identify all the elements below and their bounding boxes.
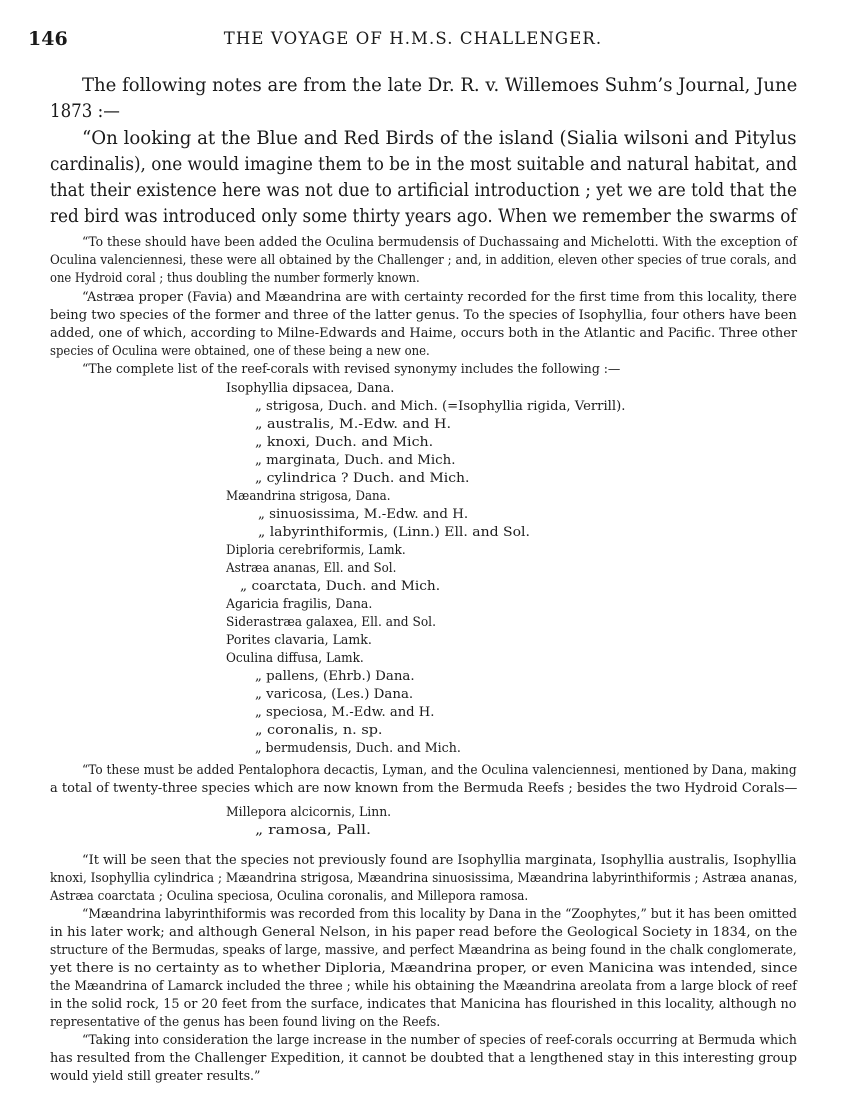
text-line: species of Oculina were obtained, one of these being a new one. (50, 343, 430, 358)
text-line: “Astræa proper (Favia) and Mæandrina are with certainty recorded for the first time from this locality, there (82, 289, 797, 304)
text-line: „ bermudensis, Duch. and Mich. (255, 740, 461, 755)
text-line: „ marginata, Duch. and Mich. (255, 452, 456, 467)
text-line: „ knoxi, Duch. and Mich. (255, 434, 434, 449)
text-line: knoxi, Isophyllia cylindrica ; Mæandrina strigosa, Mæandrina sinuosissima, Mæandrina labyrinthiformis ; Astræa ananas, (50, 870, 798, 885)
text-line: 1873 :— (50, 100, 120, 122)
text-line: “On looking at the Blue and Red Birds of the island (Sialia wilsoni and Pitylus (82, 127, 797, 149)
text-line: Agaricia fragilis, Dana. (226, 596, 373, 611)
text-line: “Mæandrina labyrinthiformis was recorded from this locality by Dana in the “Zoophytes,” but it has been omitted (82, 906, 797, 921)
text-line: „ speciosa, M.-Edw. and H. (255, 704, 435, 719)
text-line: structure of the Bermudas, speaks of large, massive, and perfect Mæandrina as being found in the chalk conglomerate, (50, 942, 797, 957)
text-line: Porites clavaria, Lamk. (226, 632, 372, 647)
text-line: „ labyrinthiformis, (Linn.) Ell. and Sol. (258, 524, 530, 539)
text-line: „ sinuosissima, M.-Edw. and H. (258, 506, 469, 521)
text-line: Siderastræa galaxea, Ell. and Sol. (226, 614, 436, 629)
text-line: the Mæandrina of Lamarck included the three ; while his obtaining the Mæandrina areolata from a large block of reef (50, 978, 797, 993)
text-line: „ pallens, (Ehrb.) Dana. (255, 668, 415, 683)
text-line: Oculina valenciennesi, these were all obtained by the Challenger ; and, in addition, eleven other species of true corals, and (50, 252, 797, 267)
text-line: in the solid rock, 15 or 20 feet from the surface, indicates that Manicina has flourished in this locality, although no (50, 996, 797, 1011)
text-line: „ australis, M.-Edw. and H. (255, 416, 452, 431)
text-line: „ varicosa, (Les.) Dana. (255, 686, 414, 701)
text-line: in his later work; and although General Nelson, in his paper read before the Geological Society in 1834, on the (50, 924, 798, 939)
running-title: THE VOYAGE OF H.M.S. CHALLENGER. (223, 29, 603, 48)
text-line: „ coronalis, n. sp. (255, 722, 383, 737)
text-line: Diploria cerebriformis, Lamk. (226, 542, 406, 557)
text-line: „ coarctata, Duch. and Mich. (240, 578, 441, 593)
text-line: “It will be seen that the species not previously found are Isophyllia marginata, Isophyllia australis, Isophyllia (82, 852, 797, 867)
text-line: Millepora alcicornis, Linn. (226, 804, 392, 819)
text-line: Oculina diffusa, Lamk. (226, 650, 364, 665)
text-line: “To these must be added Pentalophora decactis, Lyman, and the Oculina valenciennesi, mentioned by Dana, making (82, 762, 797, 777)
text-line: red bird was introduced only some thirty years ago. When we remember the swarms of (50, 205, 797, 227)
page-header (28, 28, 798, 52)
text-line: being two species of the former and three of the latter genus. To the species of Isophyllia, four others have been (50, 307, 797, 322)
text-line: Isophyllia dipsacea, Dana. (226, 380, 395, 395)
page-number: 146 (28, 28, 68, 50)
text-line: Astræa coarctata ; Oculina speciosa, Oculina coronalis, and Millepora ramosa. (50, 888, 529, 903)
text-line: „ ramosa, Pall. (255, 822, 372, 837)
text-line: „ cylindrica ? Duch. and Mich. (255, 470, 470, 485)
text-line: The following notes are from the late Dr. R. v. Willemoes Suhm’s Journal, June (82, 74, 798, 96)
text-line: “Taking into consideration the large increase in the number of species of reef-corals occurring at Bermuda which (82, 1032, 797, 1047)
text-line: yet there is no certainty as to whether Diploria, Mæandrina proper, or even Manicina was intended, since (50, 960, 798, 975)
text-line: Mæandrina strigosa, Dana. (226, 488, 391, 503)
text-line: Astræa ananas, Ell. and Sol. (226, 560, 397, 575)
text-line: added, one of which, according to Milne-Edwards and Haime, occurs both in the Atlantic and Pacific. Three other (50, 325, 798, 340)
text-line: one Hydroid coral ; thus doubling the number formerly known. (50, 270, 420, 285)
text-line: a total of twenty-three species which are now known from the Bermuda Reefs ; besides the two Hydroid Corals— (50, 780, 798, 795)
text-line: “The complete list of the reef-corals with revised synonymy includes the following :— (82, 361, 621, 376)
text-line: that their existence here was not due to artificial introduction ; yet we are told that the (50, 179, 797, 201)
text-line: has resulted from the Challenger Expedition, it cannot be doubted that a lengthened stay in this interesting group (50, 1050, 797, 1065)
text-line: „ strigosa, Duch. and Mich. (=Isophyllia rigida, Verrill). (255, 398, 626, 413)
text-line: cardinalis), one would imagine them to be in the most suitable and natural habitat, and (50, 153, 798, 175)
text-line: would yield still greater results.” (50, 1068, 261, 1083)
text-line: “To these should have been added the Oculina bermudensis of Duchassaing and Michelotti. With the exception of (82, 234, 798, 249)
text-line: representative of the genus has been found living on the Reefs. (50, 1014, 441, 1029)
